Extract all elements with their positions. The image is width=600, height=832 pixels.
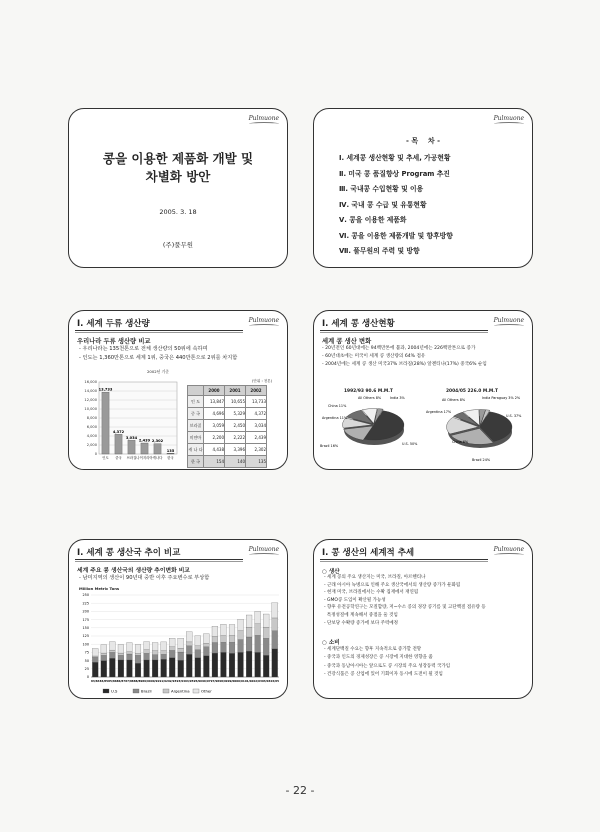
y-tick-label: 10,000: [84, 407, 97, 412]
x-tick-label: 97/98: [210, 679, 220, 683]
stacked-bar-segment: [263, 638, 269, 655]
section-item: - 건강식품은 콩 산업에 있어 기회이자 동시에 도전이 될 것임: [324, 672, 443, 678]
stacked-bar-segment: [161, 651, 167, 655]
stacked-bar-segment: [203, 643, 209, 647]
stacked-bar-segment: [109, 642, 115, 651]
stacked-bar-segment: [92, 657, 98, 662]
table-cell: 13,733: [246, 396, 267, 408]
table-cell: 5,329: [225, 408, 246, 420]
y-tick-label: 6,000: [86, 425, 97, 430]
section-item: - 단보당 수확량 증가에 보다 주력예정: [324, 620, 398, 626]
bar: [128, 440, 135, 454]
section-item: - 세계 콩의 주요 생산지는 미국, 브라질, 아르헨티나: [324, 575, 426, 580]
table-cell: 한 국: [188, 456, 204, 468]
stacked-bar-segment: [246, 627, 252, 637]
table-unit: (단위 : 천톤): [252, 379, 273, 383]
stacked-bar-segment: [144, 660, 150, 677]
bar-value-label: 4,372: [112, 429, 125, 434]
contents-list: [339, 151, 453, 260]
stacked-bar-segment: [109, 650, 115, 652]
stacked-bar-segment: [238, 652, 244, 677]
pie-title: 1992/93 90.6 M.M.T: [344, 389, 393, 394]
x-tick-label: 84/85: [99, 679, 109, 683]
x-tick-label: 90/91: [150, 679, 160, 683]
stacked-bar-segment: [221, 652, 227, 677]
section-heading: ○ 소비: [322, 640, 340, 646]
table-cell: 140: [225, 456, 246, 468]
bar-value-label: 135: [166, 448, 175, 453]
legend-swatch: [133, 689, 139, 693]
pie-label: U.S. 37%: [506, 414, 522, 418]
pulmuone-logo: Pulmuone: [249, 546, 279, 557]
stacked-bar-segment: [169, 658, 175, 677]
stacked-bar-segment: [246, 637, 252, 651]
stacked-bar-segment: [101, 655, 107, 660]
chart-ylabel: Million Metric Tons: [79, 586, 120, 591]
stacked-bar-segment: [263, 655, 269, 677]
section-item: - 현재 미국, 브라질에서는 수확 집재에서 재연됨: [324, 590, 419, 596]
stacked-bar-segment: [127, 654, 133, 660]
contents-item: Ⅵ. 콩을 이용한 제품개발 및 향후방향: [339, 231, 453, 240]
x-tick-label: 02/03: [253, 679, 262, 683]
stacked-bar-segment: [161, 642, 167, 651]
bullet-item: - 남미지역의 생산이 90년대 중반 이후 주요변수로 부상함: [79, 575, 210, 581]
table-cell: 2,450: [225, 420, 246, 432]
x-tick-label: 00/01: [236, 679, 245, 683]
stacked-bar-segment: [186, 654, 192, 677]
bullet-item: - 60년대초에는 미국이 세계 콩 생산량의 64% 점유: [322, 354, 426, 359]
pie-chart-2004: [424, 395, 528, 467]
stacked-bar-segment: [144, 642, 150, 650]
stacked-bar-segment: [238, 631, 244, 640]
x-tick-label: 89/90: [142, 679, 151, 683]
bullet-item: - 인도는 1,360만톤으로 세계 1위, 중국은 440만톤으로 2위를 차지함: [79, 355, 238, 361]
table-cell: 2,200: [204, 432, 225, 444]
slide-heading: Ⅰ. 콩 생산의 세계적 추세: [322, 548, 415, 558]
pie-label: U.S. 50%: [402, 442, 418, 446]
table-cell: 10,655: [225, 396, 246, 408]
stacked-bar-segment: [229, 625, 235, 636]
stacked-bar-segment: [212, 653, 218, 677]
stacked-bar-segment: [101, 661, 107, 677]
y-tick-label: 0: [94, 452, 97, 457]
stacked-bar-segment: [101, 653, 107, 655]
slide-soybean-status: [313, 310, 533, 470]
pie-label: Brazil 16%: [320, 444, 339, 448]
x-tick-label: 88/89: [133, 679, 143, 683]
table-cell: 154: [204, 456, 225, 468]
slide-global-trend: [313, 539, 533, 699]
contents-item: Ⅶ. 풀무원의 주력 및 방향: [339, 247, 420, 255]
y-tick-label: 16,000: [84, 380, 97, 385]
bullet-item: - 우리나라는 135천톤으로 전체 생산량의 50위에 속하며: [79, 346, 208, 352]
x-tick-label: 91/92: [159, 679, 168, 683]
pie-title: 2004/05 226.0 M.M.T: [446, 389, 498, 394]
stacked-bar-segment: [186, 642, 192, 646]
stacked-bar-segment: [178, 652, 184, 660]
stacked-bar-segment: [169, 638, 175, 647]
table-cell: 4,372: [246, 408, 267, 420]
stacked-bar-segment: [229, 642, 235, 653]
stacked-bar-segment: [263, 627, 269, 638]
x-tick-label: 83/84: [91, 679, 100, 683]
stacked-bar-segment: [118, 660, 124, 677]
slide-contents: [313, 108, 533, 268]
slide-heading: Ⅰ. 세계 콩 생산현황: [322, 319, 395, 329]
contents-item: Ⅰ. 세계콩 생산현황 및 추세, 가공현황: [339, 154, 451, 162]
bar: [167, 453, 174, 454]
stacked-bar-segment: [255, 652, 261, 677]
stacked-bar-segment: [118, 655, 124, 660]
slide-heading: Ⅰ. 세계 콩 생산국 추이 비교: [77, 548, 181, 558]
x-tick-label: 중국: [115, 456, 122, 460]
chart-caption: 2002년 기준: [147, 369, 169, 374]
y-tick-label: 4,000: [86, 434, 97, 439]
section-list: [324, 646, 450, 680]
stacked-bar-segment: [178, 648, 184, 652]
stacked-bar-segment: [92, 656, 98, 657]
x-tick-label: 85/86: [108, 679, 117, 683]
x-tick-label: 98/99: [219, 679, 228, 683]
stacked-bar-segment: [221, 642, 227, 652]
stacked-bar-segment: [127, 660, 133, 677]
stacked-bar-segment: [144, 650, 150, 654]
header-rule: [75, 330, 243, 333]
section-list: [324, 574, 486, 627]
x-tick-label: 브라질: [126, 456, 137, 460]
stacked-bar-segment: [169, 647, 175, 651]
stacked-bar-segment: [161, 659, 167, 677]
stacked-bar-segment: [144, 653, 150, 660]
table-row: [188, 432, 267, 444]
stacked-bar-segment: [255, 611, 261, 623]
stacked-bar-segment: [246, 615, 252, 627]
table-header-row: [188, 386, 267, 396]
pie-label: China 6%: [452, 440, 469, 444]
slide-subtitle: 우리나라 두류 생산량 비교: [77, 338, 151, 345]
stacked-bar-segment: [135, 645, 141, 654]
table-header-cell: 2001: [225, 386, 246, 396]
legend-label: Other: [201, 688, 212, 694]
contents-item: Ⅴ. 콩을 이용한 제품화: [339, 216, 407, 224]
stacked-bar-segment: [186, 646, 192, 655]
table-cell: 2,222: [225, 432, 246, 444]
x-tick-label: 96/97: [202, 679, 211, 683]
bullet-item: - 2004년에는 세계 콩 생산 미국37% 브라질(28%) 알젠티나(17%) 중국6% 순임: [322, 362, 487, 367]
x-tick-label: 캐나다: [152, 456, 163, 460]
y-tick-label: 14,000: [84, 389, 97, 394]
stacked-bar-segment: [195, 650, 201, 658]
stacked-bar-segment: [195, 636, 201, 646]
x-tick-label: 86/87: [116, 679, 126, 683]
header-rule: [75, 559, 243, 562]
x-tick-label: 03/04: [261, 679, 271, 683]
table-cell: 2,439: [246, 432, 267, 444]
y-tick-label: 0: [86, 675, 89, 680]
slide-heading: Ⅰ. 세계 두류 생산량: [77, 319, 150, 329]
stacked-bar-segment: [221, 624, 227, 635]
table-cell: 4,696: [204, 408, 225, 420]
header-rule: [320, 559, 488, 562]
legend-swatch: [163, 689, 169, 693]
stacked-bar-segment: [135, 653, 141, 655]
table-header-cell: 2000: [204, 386, 225, 396]
stacked-bar-segment: [127, 652, 133, 654]
stacked-bar-segment: [221, 636, 227, 643]
table-row: [188, 396, 267, 408]
pie-label: India 3%: [390, 396, 405, 400]
table-cell: 3,396: [225, 444, 246, 456]
section-item: - 근래 아시아 녹병으로 인해 주요 생산국에서의 생산량 증가가 둔화됨: [324, 582, 461, 588]
legend-label: Argentina: [171, 688, 190, 694]
table-cell: 135: [246, 456, 267, 468]
stacked-bar-chart: [75, 591, 281, 699]
contents-heading: - 목 차 -: [406, 137, 440, 145]
bar: [141, 443, 148, 454]
table-cell: 2,302: [246, 444, 267, 456]
pie-label: Argentina 11%: [322, 416, 348, 420]
stacked-bar-segment: [195, 646, 201, 650]
stacked-bar-segment: [272, 631, 278, 649]
section-item: - 세계단백질 수요는 향후 지속적으로 증가할 전망: [324, 647, 422, 652]
table-cell: 4,438: [204, 444, 225, 456]
pulmuone-logo: Pulmuone: [494, 546, 524, 557]
stacked-bar-segment: [152, 643, 158, 651]
stacked-bar-segment: [272, 618, 278, 631]
stacked-bar-segment: [238, 619, 244, 630]
stacked-bar-segment: [161, 654, 167, 659]
bar-value-label: 3,034: [125, 435, 138, 440]
pulmuone-logo: Pulmuone: [249, 317, 279, 328]
section-item: - GMO콩 도입이 확산될 가능성: [324, 597, 386, 603]
y-tick-label: 2,000: [86, 443, 97, 448]
section-item: 특정성질에 계속해서 중점을 둘 것임: [324, 612, 398, 618]
x-tick-label: 나이지리아: [136, 456, 153, 460]
bar: [154, 444, 161, 454]
stacked-bar-segment: [272, 649, 278, 677]
table-cell: 미얀마: [188, 432, 204, 444]
slide-subtitle: 세계 콩 생산 변화: [322, 338, 372, 345]
stacked-bar-segment: [203, 647, 209, 656]
stacked-bar-segment: [203, 656, 209, 677]
slide-subtitle: 세계 주요 콩 생산국의 생산량 추이변화 비교: [77, 568, 190, 574]
x-tick-label: 99/00: [227, 679, 237, 683]
slide-legume-production: [68, 310, 288, 470]
bar-value-label: 2,439: [138, 438, 151, 443]
section-item: - 중국과 인도의 경제성장은 콩 시장에 지대한 영향을 줌: [324, 655, 433, 661]
y-tick-label: 125: [82, 634, 89, 639]
table-cell: 인 도: [188, 396, 204, 408]
stacked-bar-segment: [255, 624, 261, 635]
bar: [102, 392, 109, 454]
table-row: [188, 408, 267, 420]
stacked-bar-segment: [203, 634, 209, 644]
slide-title: [68, 108, 288, 268]
page-number: - 22 -: [285, 784, 315, 797]
legend-label: U.S: [111, 688, 118, 694]
bar-value-label: 13,733: [98, 387, 113, 392]
header-rule: [320, 330, 488, 333]
pulmuone-logo: Pulmuone: [494, 115, 524, 126]
table-cell: 13,847: [204, 396, 225, 408]
stacked-bar-segment: [238, 640, 244, 653]
contents-item: Ⅳ. 국내 콩 수급 및 유통현황: [339, 200, 427, 209]
pie-label: India Paraguay 3% 2%: [482, 396, 521, 400]
y-tick-label: 250: [82, 593, 89, 598]
x-tick-label: 인도: [102, 456, 109, 460]
slide-date: 2005. 3. 18: [159, 208, 197, 216]
stacked-bar-segment: [118, 645, 124, 654]
pie-label: All Others 8%: [442, 398, 466, 402]
y-tick-label: 200: [82, 609, 89, 614]
stacked-bar-segment: [212, 643, 218, 653]
bullet-item: - 20년전인 60년대에는 94백만톤에 불과, 2004년에는 226백만톤으로 증가: [322, 346, 476, 351]
stacked-bar-segment: [178, 660, 184, 677]
y-tick-label: 100: [82, 642, 89, 647]
table-row: [188, 444, 267, 456]
x-tick-label: 94/95: [185, 679, 194, 683]
section-heading: ○ 생산: [322, 569, 340, 575]
stacked-bar-segment: [263, 614, 269, 627]
contents-item: Ⅱ. 미국 콩 품질향상 Program 추진: [339, 169, 450, 178]
x-tick-label: 92/93: [167, 679, 177, 683]
slide-title-line2: 차별화 방안: [145, 169, 211, 184]
section-item: - 향후 유전공학연구는 모질합량, 저~수소 콩의 경장 콩기름 및 고단백질 점유량 등: [324, 605, 486, 611]
x-tick-label: 한국: [167, 456, 174, 460]
x-tick-label: 95/96: [193, 679, 203, 683]
x-tick-label: 87/88: [125, 679, 134, 683]
stacked-bar-segment: [195, 658, 201, 677]
pulmuone-logo: Pulmuone: [249, 115, 279, 126]
x-tick-label: 04/05: [270, 679, 279, 683]
y-tick-label: 75: [84, 650, 89, 655]
table-header-cell: 2002: [246, 386, 267, 396]
stacked-bar-segment: [212, 636, 218, 642]
pie-label: Argentina 17%: [426, 410, 452, 414]
bar: [115, 434, 122, 454]
production-table: [187, 385, 267, 468]
table-header-cell: [188, 386, 204, 396]
table-cell: 중 국: [188, 408, 204, 420]
stacked-bar-segment: [255, 635, 261, 652]
stacked-bar-segment: [246, 651, 252, 677]
bar-value-label: 2,302: [151, 439, 164, 444]
stacked-bar-segment: [135, 663, 141, 677]
stacked-bar-segment: [178, 638, 184, 648]
y-tick-label: 8,000: [86, 416, 97, 421]
legend-label: Brazil: [141, 688, 152, 694]
x-tick-label: 01/02: [244, 679, 254, 683]
table-row: [188, 420, 267, 432]
stacked-bar-segment: [212, 626, 218, 636]
pulmuone-logo: Pulmuone: [494, 317, 524, 328]
slide-org: (주)풀무원: [162, 241, 194, 249]
table-row: [188, 456, 267, 468]
section-item: - 중국과 동남아시아는 앞으로도 콩 시장의 주요 성장동력 국가임: [324, 663, 451, 669]
stacked-bar-segment: [272, 603, 278, 618]
table-cell: 3,059: [204, 420, 225, 432]
slide-soybean-trend: [68, 539, 288, 699]
pie-label: Brazil 24%: [472, 458, 491, 462]
stacked-bar-segment: [152, 655, 158, 660]
y-tick-label: 50: [84, 658, 89, 663]
stacked-bar-segment: [169, 650, 175, 657]
slide-title-line1: 콩을 이용한 제품화 개발 및: [102, 151, 254, 166]
stacked-bar-segment: [152, 651, 158, 655]
y-tick-label: 175: [82, 617, 89, 622]
contents-item: Ⅲ. 국내콩 수입현황 및 이용: [339, 185, 424, 193]
stacked-bar-segment: [109, 652, 115, 658]
stacked-bar-segment: [92, 648, 98, 656]
table-cell: 3,034: [246, 420, 267, 432]
legend-swatch: [103, 689, 109, 693]
stacked-bar-segment: [127, 643, 133, 652]
y-tick-label: 150: [82, 626, 89, 630]
table-cell: 캐 나 다: [188, 444, 204, 456]
stacked-bar-segment: [101, 645, 107, 653]
pie-chart-1992: [318, 395, 418, 467]
stacked-bar-segment: [186, 632, 192, 642]
stacked-bar-segment: [109, 658, 115, 677]
x-tick-label: 93/94: [176, 679, 185, 683]
stacked-bar-segment: [135, 655, 141, 663]
pie-label: All Others 8%: [358, 396, 382, 400]
stacked-bar-segment: [118, 653, 124, 655]
stacked-bar-segment: [229, 635, 235, 642]
y-tick-label: 25: [84, 667, 89, 671]
legend-swatch: [193, 689, 199, 693]
stacked-bar-segment: [92, 662, 98, 677]
y-tick-label: 225: [82, 601, 89, 606]
y-tick-label: 12,000: [84, 398, 97, 403]
stacked-bar-segment: [152, 660, 158, 677]
legume-bar-chart: [77, 374, 181, 470]
pie-label: China 11%: [328, 404, 347, 408]
table-cell: 브라질: [188, 420, 204, 432]
stacked-bar-segment: [229, 653, 235, 677]
